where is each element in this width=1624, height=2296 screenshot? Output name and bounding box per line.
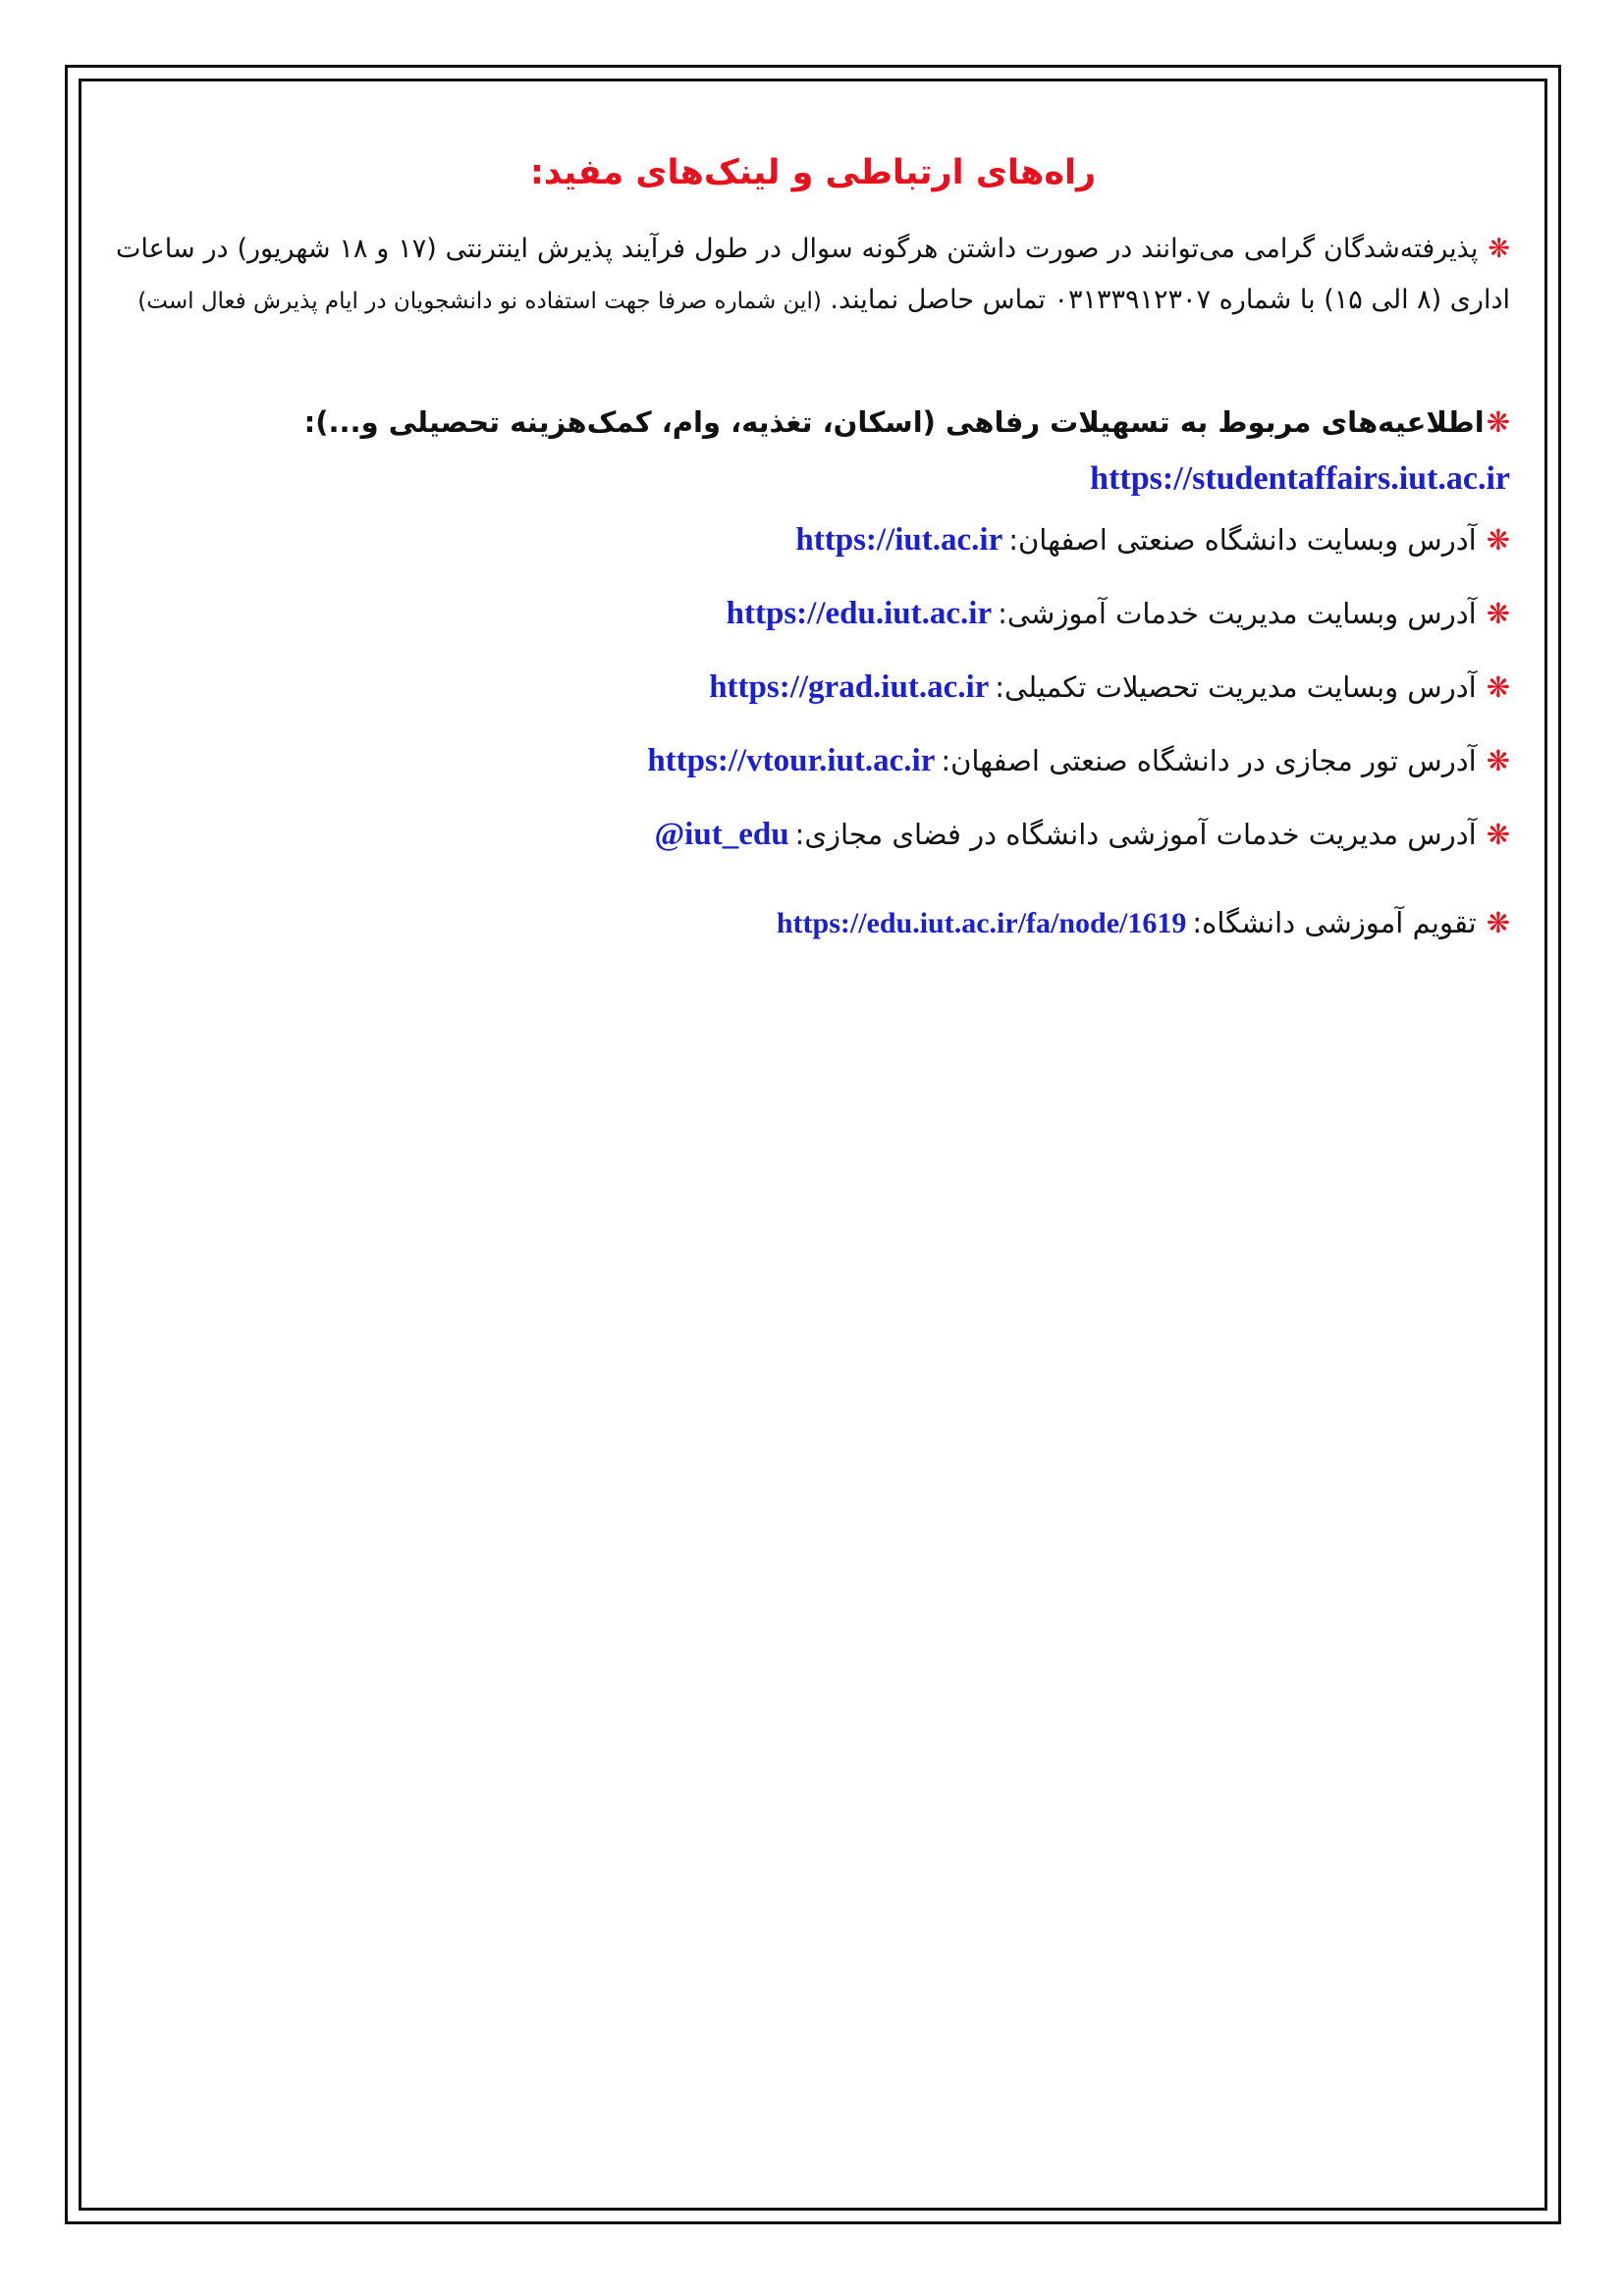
link-label: تقویم آموزشی دانشگاه: bbox=[1192, 906, 1477, 939]
link-row-education bbox=[116, 589, 1510, 638]
academic-calendar-link[interactable]: https://edu.iut.ac.ir/fa/node/1619 bbox=[776, 907, 1187, 939]
welfare-heading bbox=[116, 398, 1510, 447]
bullet-star-icon: ❋ bbox=[1486, 818, 1510, 851]
link-row-social bbox=[116, 810, 1510, 859]
link-row-university bbox=[116, 515, 1510, 564]
social-media-handle-link[interactable]: @iut_edu bbox=[654, 817, 789, 852]
link-row-graduate bbox=[116, 663, 1510, 712]
link-row-virtual-tour bbox=[116, 736, 1510, 785]
page-title: راه‌های ارتباطی و لینک‌های مفید: bbox=[529, 153, 1097, 192]
graduate-website-link[interactable]: https://grad.iut.ac.ir bbox=[709, 669, 990, 705]
bullet-star-icon: ❋ bbox=[1486, 744, 1510, 777]
bullet-star-icon: ❋ bbox=[1486, 906, 1510, 939]
contact-text: پذیرفته‌شدگان گرامی می‌توانند در صورت داشتن هرگونه سوال در طول فرآیند پذیرش اینترنتی (۱۷ و ۱۸ شهریور) در ساعات اداری (۸ الی ۱۵) با شماره ۰۳۱۳۳۹۱۲۳۰۷ تماس حاصل نمایند. bbox=[116, 234, 1510, 315]
bullet-star-icon: ❋ bbox=[1488, 234, 1510, 264]
bullet-star-icon: ❋ bbox=[1486, 670, 1510, 704]
link-row-calendar bbox=[116, 898, 1510, 948]
bullet-star-icon: ❋ bbox=[1486, 523, 1510, 557]
welfare-link[interactable]: https://studentaffairs.iut.ac.ir bbox=[1090, 460, 1510, 497]
link-label: آدرس وبسایت مدیریت خدمات آموزشی: bbox=[998, 597, 1477, 630]
link-label: آدرس مدیریت خدمات آموزشی دانشگاه در فضای مجازی: bbox=[794, 818, 1477, 851]
link-label: آدرس وبسایت دانشگاه صنعتی اصفهان: bbox=[1008, 523, 1477, 557]
university-website-link[interactable]: https://iut.ac.ir bbox=[795, 522, 1003, 558]
education-website-link[interactable]: https://edu.iut.ac.ir bbox=[726, 596, 993, 631]
bullet-star-icon: ❋ bbox=[1486, 597, 1510, 630]
contact-paragraph bbox=[116, 224, 1510, 327]
link-label: آدرس تور مجازی در دانشگاه صنعتی اصفهان: bbox=[941, 744, 1477, 777]
page-content bbox=[116, 0, 1510, 2296]
link-label: آدرس وبسایت مدیریت تحصیلات تکمیلی: bbox=[995, 670, 1477, 704]
welfare-label: اطلاعیه‌های مربوط به تسهیلات رفاهی (اسکان، تغذیه، وام، کمک‌هزینه تحصیلی و...): bbox=[303, 405, 1485, 439]
contact-note: (این شماره صرفا جهت استفاده نو دانشجویان در ایام پذیرش فعال است) bbox=[137, 289, 822, 314]
bullet-star-icon: ❋ bbox=[1486, 405, 1510, 439]
virtual-tour-link[interactable]: https://vtour.iut.ac.ir bbox=[647, 743, 936, 778]
